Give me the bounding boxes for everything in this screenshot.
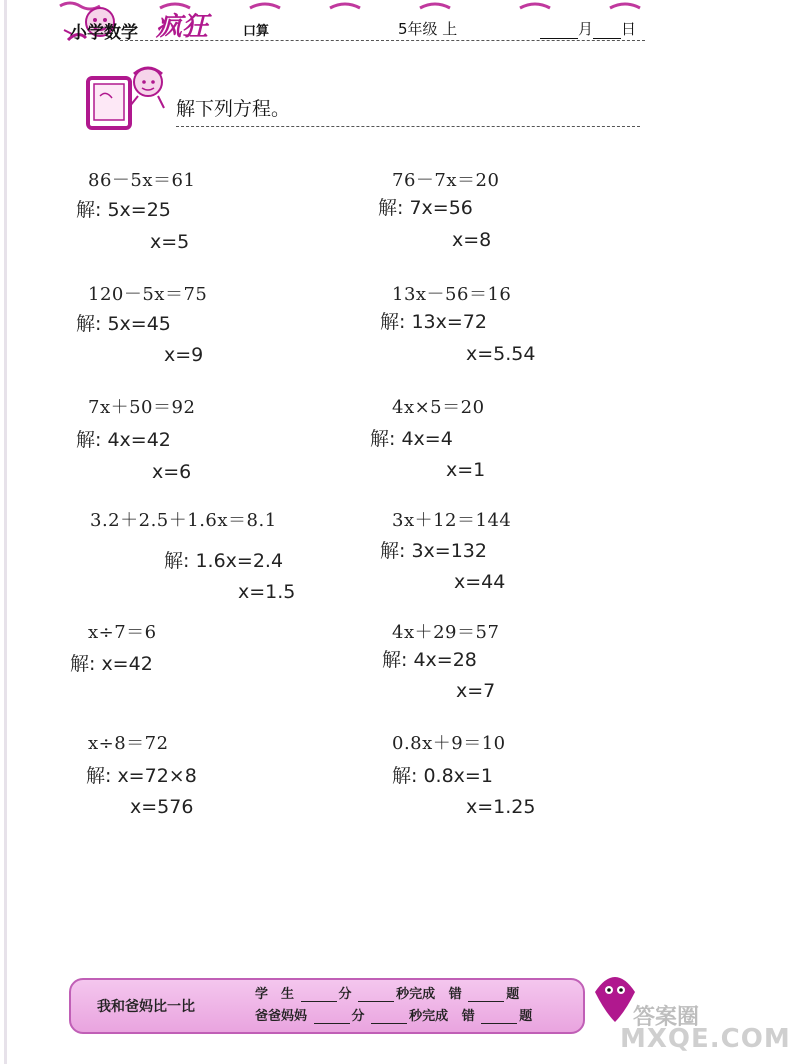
second-blank	[358, 989, 394, 1002]
footer-row-student	[255, 983, 519, 1002]
equation: 4x＋29＝57	[392, 622, 500, 643]
solution-line: 解: 5x=25	[76, 199, 171, 221]
footer-row-parents	[255, 1005, 532, 1024]
day-blank	[593, 24, 621, 39]
brand-title: 小学数学	[70, 23, 138, 43]
equation: 76－7x＝20	[392, 170, 500, 191]
equation: 3x＋12＝144	[392, 510, 512, 531]
second-label: 秒完成	[409, 1009, 449, 1024]
equation: 0.8x＋9＝10	[392, 733, 506, 754]
grade-label: 5年级 上	[398, 20, 458, 38]
minute-blank	[301, 989, 337, 1002]
equation: 3.2＋2.5＋1.6x＝8.1	[90, 510, 277, 531]
day-label: 日	[621, 20, 637, 38]
page-header	[0, 0, 750, 50]
solution-line: 解: x=72×8	[86, 765, 197, 787]
equation: x÷7＝6	[88, 622, 157, 643]
solution-line: x=7	[456, 680, 496, 702]
solution-line: 解: 5x=45	[76, 313, 171, 335]
brand-crazy: 疯狂	[156, 12, 209, 42]
instruction-text: 解下列方程。	[176, 98, 291, 120]
page-edge	[4, 0, 7, 1064]
solution-line: x=5.54	[466, 343, 536, 365]
solution-line: x=44	[454, 571, 506, 593]
error-blank	[468, 989, 504, 1002]
solution-line: x=1	[446, 459, 486, 481]
error-blank	[481, 1011, 517, 1024]
girl-with-board-icon	[82, 56, 172, 136]
solution-line: x=8	[452, 229, 492, 251]
instruction-divider	[176, 126, 640, 127]
equation: 13x－56＝16	[392, 284, 512, 305]
minute-label: 分	[338, 987, 352, 1002]
question-label: 题	[519, 1009, 533, 1024]
watermark-en: MXQE.COM	[620, 1024, 791, 1054]
second-label: 秒完成	[396, 987, 436, 1002]
equation: 4x×5＝20	[392, 397, 485, 418]
equation: 86－5x＝61	[88, 170, 196, 191]
solution-line: 解: 3x=132	[380, 540, 487, 562]
solution-line: 解: 1.6x=2.4	[164, 550, 284, 572]
row-who: 爸爸妈妈	[255, 1009, 308, 1024]
solution-line: 解: 0.8x=1	[392, 765, 493, 787]
solution-line: x=576	[130, 796, 194, 818]
solution-line: x=1.5	[238, 581, 296, 603]
error-label: 错	[448, 987, 462, 1002]
solution-line: 解: 13x=72	[380, 311, 487, 333]
footer-title: 我和爸妈比一比	[97, 999, 195, 1015]
month-blank	[540, 24, 578, 39]
minute-blank	[314, 1011, 350, 1024]
header-divider	[120, 40, 645, 41]
solution-line: 解: 4x=4	[370, 428, 453, 450]
solution-line: 解: 4x=42	[76, 429, 171, 451]
watermark-cn: 答案圈	[633, 1005, 700, 1030]
solution-line: 解: 4x=28	[382, 649, 477, 671]
month-label: 月	[578, 20, 594, 38]
error-label: 错	[461, 1009, 475, 1024]
brand-subtitle: 口算	[243, 24, 270, 39]
solution-line: x=9	[164, 344, 204, 366]
equation: 7x＋50＝92	[88, 397, 196, 418]
equation: 120－5x＝75	[88, 284, 208, 305]
date-field	[540, 18, 636, 39]
question-label: 题	[506, 987, 520, 1002]
solution-line: x=1.25	[466, 796, 536, 818]
row-who: 学 生	[255, 987, 295, 1002]
solution-line: 解: 7x=56	[378, 197, 473, 219]
solution-line: x=6	[152, 461, 192, 483]
solution-line: 解: x=42	[70, 653, 153, 675]
second-blank	[371, 1011, 407, 1024]
solution-line: x=5	[150, 231, 190, 253]
minute-label: 分	[351, 1009, 365, 1024]
equation: x÷8＝72	[88, 733, 169, 754]
